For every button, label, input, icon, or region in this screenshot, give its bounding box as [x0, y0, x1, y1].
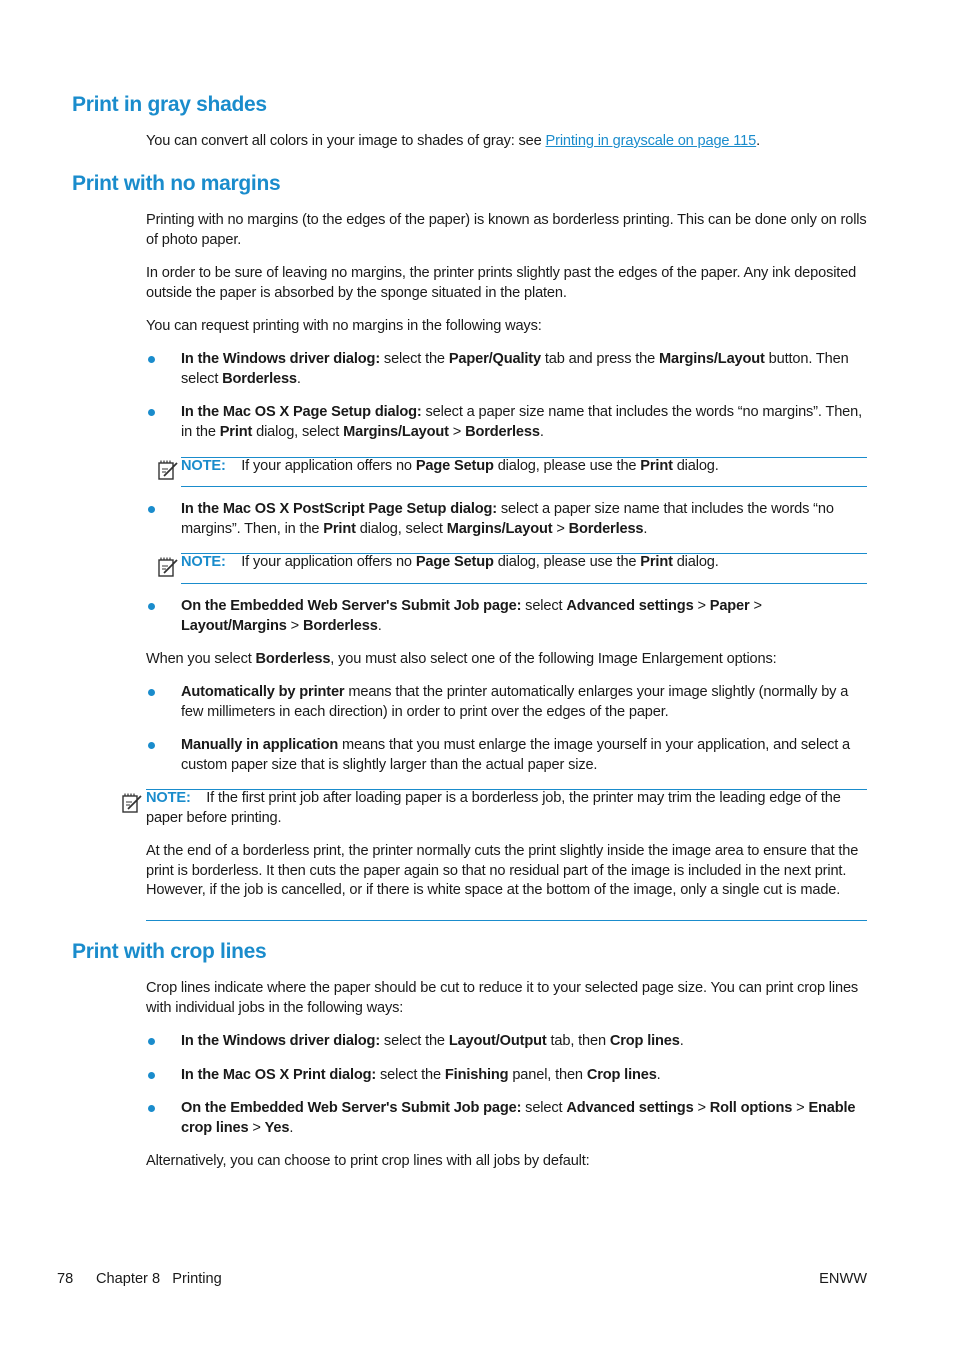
- list-item-ews-submit: On the Embedded Web Server's Submit Job page: select Advanced settings > Paper > Layout/Margins > Borderless.: [181, 598, 762, 634]
- note-pencil-icon: [157, 459, 179, 481]
- list-item-crop-ews: On the Embedded Web Server's Submit Job page: select Advanced settings > Roll options > Enable crop lines > Yes.: [181, 1100, 856, 1136]
- gray-text: You can convert all colors in your image to shades of gray: see: [146, 133, 546, 149]
- nomargins-paragraph-4: When you select Borderless, you must also select one of the following Image Enlargement options:: [146, 651, 777, 667]
- note-bottom-rule: [181, 486, 867, 487]
- list-item-mac-postscript: In the Mac OS X PostScript Page Setup dialog: select a paper size name that includes the words “no margins”. Then, in the Print dialog, select Margins/Layout > Borderless.: [181, 501, 834, 537]
- bullet-dot: [148, 1072, 155, 1079]
- gray-text-end: .: [756, 133, 761, 149]
- list-item-crop-windows: In the Windows driver dialog: select the Layout/Output tab, then Crop lines.: [181, 1033, 684, 1049]
- grayscale-link[interactable]: Printing in grayscale on page 115: [545, 133, 757, 149]
- crop-paragraph-2: Alternatively, you can choose to print crop lines with all jobs by default:: [146, 1153, 590, 1169]
- note-3: NOTE: If the first print job after loading paper is a borderless job, the printer may trim the leading edge of the paper before printing.: [146, 790, 841, 826]
- bullet-dot: [148, 506, 155, 513]
- bullet-dot: [148, 356, 155, 363]
- bullet-dot: [148, 409, 155, 416]
- bullet-dot: [148, 689, 155, 696]
- crop-paragraph-1: Crop lines indicate where the paper should be cut to reduce it to your selected page size. You can print crop lines with individual jobs in the following ways:: [146, 980, 859, 1016]
- nomargins-paragraph-3: You can request printing with no margins in the following ways:: [146, 318, 542, 334]
- footer-page-number: 78: [57, 1271, 74, 1287]
- gray-paragraph: [146, 132, 868, 152]
- note-1: NOTE: If your application offers no Page Setup dialog, please use the Print dialog.: [181, 458, 719, 474]
- footer-enww: ENWW: [819, 1271, 867, 1287]
- note-3-paragraph-2: At the end of a borderless print, the printer normally cuts the print slightly inside the image area to ensure that the print is borderless. It then cuts the paper again so that no residual part of the image is included in the next print. However, if the job is cancelled, or if there is white space at the bottom of the image, only a single cut is made.: [146, 843, 859, 898]
- note-2: NOTE: If your application offers no Page Setup dialog, please use the Print dialog.: [181, 554, 719, 570]
- nomargins-paragraph-2: In order to be sure of leaving no margins, the printer prints slightly past the edges of the paper. Any ink deposited outside the paper is absorbed by the sponge situated in the platen.: [146, 265, 857, 301]
- list-item-windows-driver: In the Windows driver dialog: select the Paper/Quality tab and press the Margins/Layout button. Then select Borderless.: [181, 351, 849, 387]
- nomargins-paragraph-1: Printing with no margins (to the edges of the paper) is known as borderless printing. This can be done only on rolls of photo paper.: [146, 212, 867, 248]
- note-pencil-icon: [157, 556, 179, 578]
- heading-print-with-no-margins: Print with no margins: [72, 172, 281, 195]
- heading-print-in-gray-shades: Print in gray shades: [72, 93, 267, 116]
- bullet-dot: [148, 603, 155, 610]
- note-bottom-rule: [146, 920, 867, 921]
- bullet-dot: [148, 742, 155, 749]
- bullet-dot: [148, 1038, 155, 1045]
- list-item-crop-mac: In the Mac OS X Print dialog: select the Finishing panel, then Crop lines.: [181, 1067, 661, 1083]
- list-item-automatically: Automatically by printer means that the printer automatically enlarges your image slightly (normally by a few millimeters in each direction) in order to print over the edges of the paper.: [181, 684, 849, 720]
- note-bottom-rule: [181, 583, 867, 584]
- bullet-dot: [148, 1105, 155, 1112]
- note-pencil-icon: [121, 792, 143, 814]
- list-item-manually: Manually in application means that you must enlarge the image yourself in your application, and select a custom paper size that is slightly larger than the actual paper size.: [181, 737, 851, 773]
- footer-chapter: Chapter 8 Printing: [96, 1271, 222, 1287]
- list-item-mac-page-setup: In the Mac OS X Page Setup dialog: select a paper size name that includes the words “no margins”. Then, in the Print dialog, select Margins/Layout > Borderless.: [181, 404, 863, 440]
- heading-print-with-crop-lines: Print with crop lines: [72, 940, 267, 963]
